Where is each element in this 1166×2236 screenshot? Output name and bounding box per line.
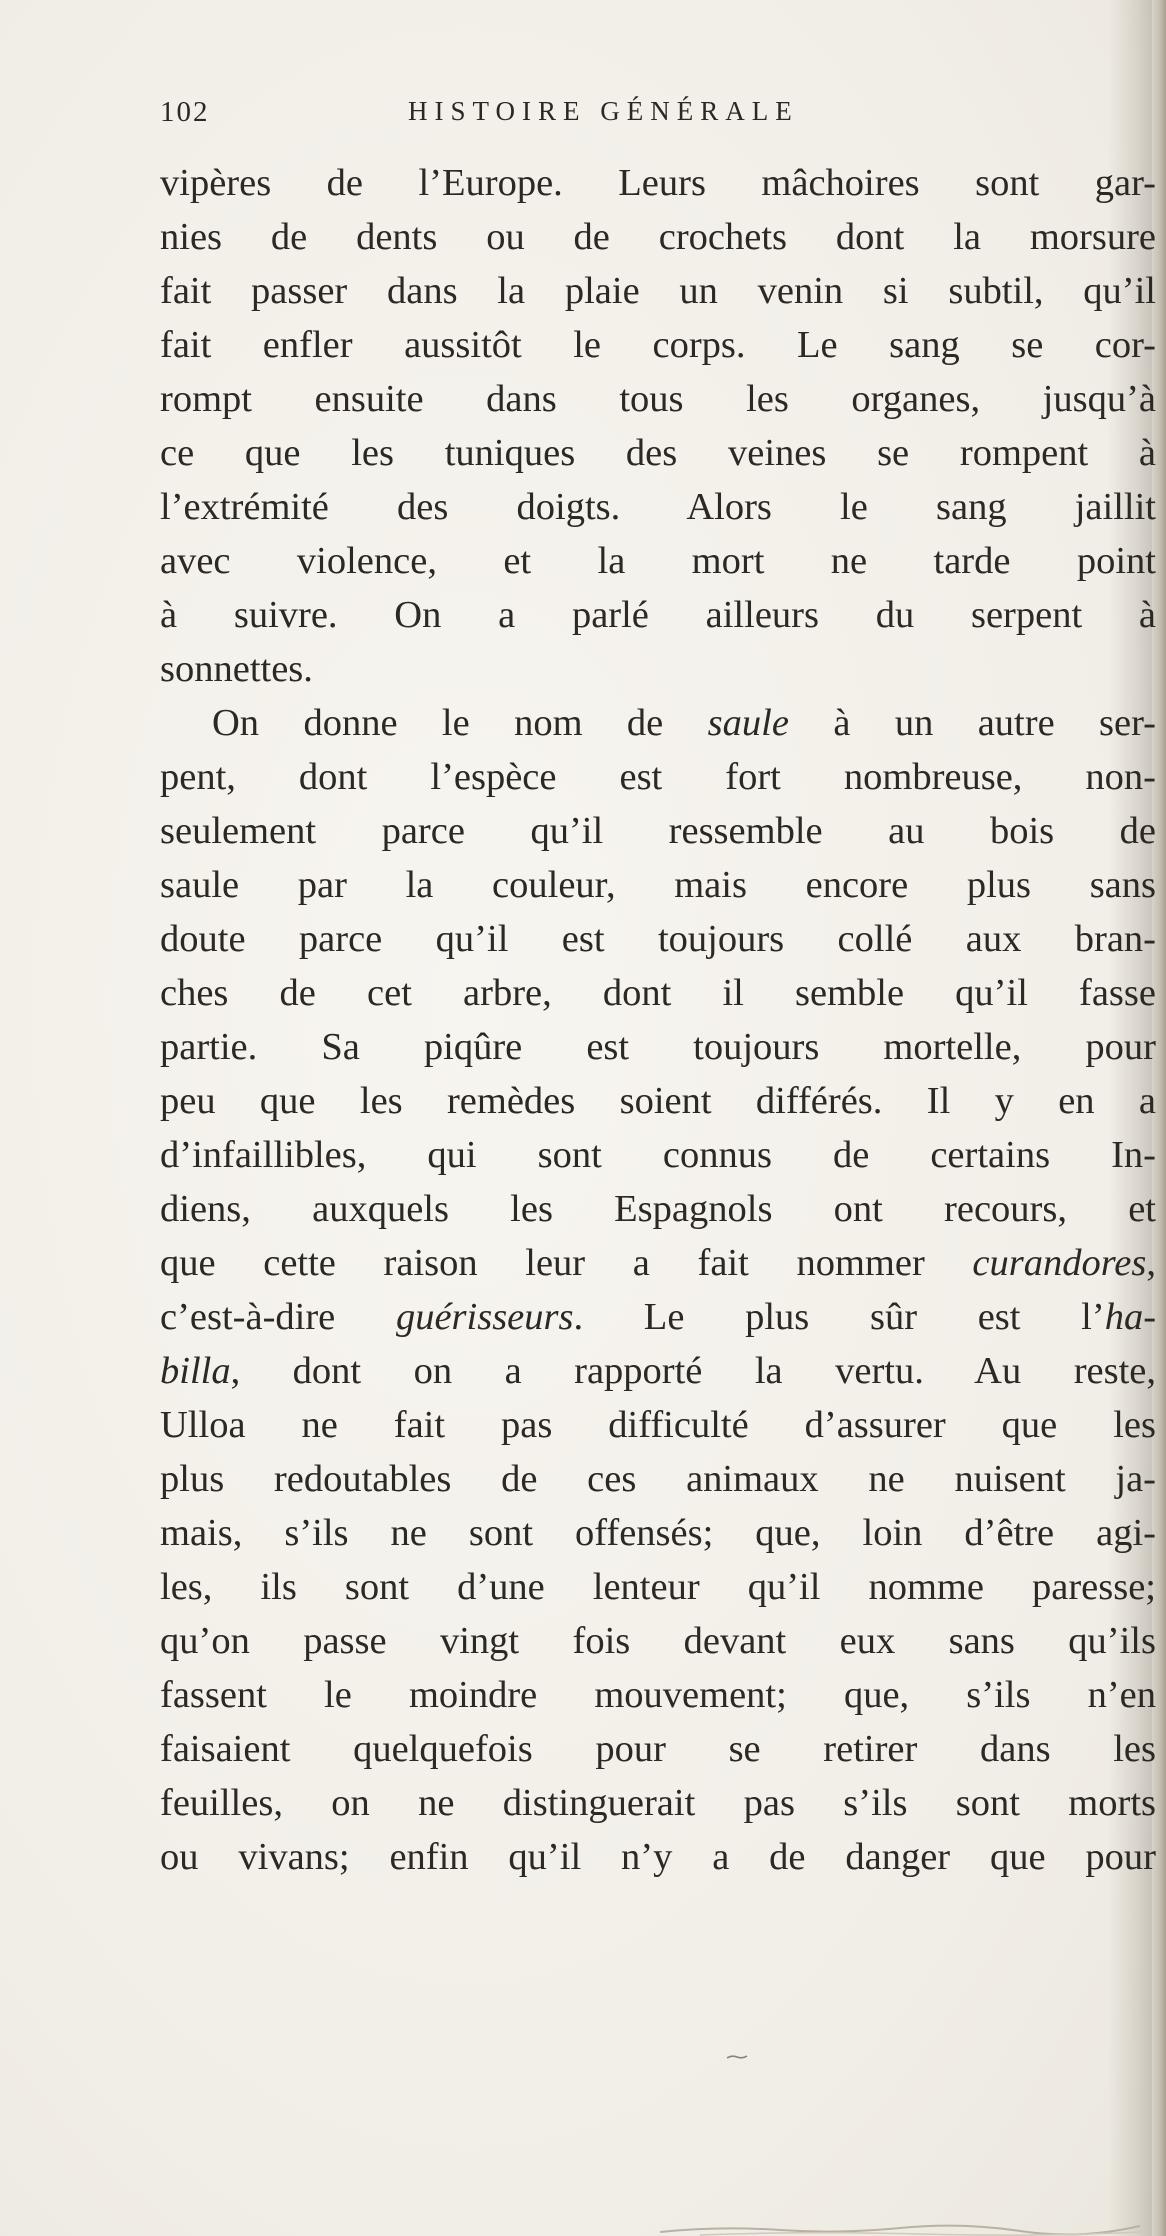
running-head <box>160 96 960 136</box>
text-line: diens, auxquels les Espagnols ont recours, et <box>160 1188 1156 1230</box>
text-line: pent, dont l’espèce est fort nombreuse, non- <box>160 756 1156 798</box>
text-line: partie. Sa piqûre est toujours mortelle, pour <box>160 1026 1156 1068</box>
italic-term: saule <box>707 702 789 744</box>
text-line: peu que les remèdes soient différés. Il y en a <box>160 1080 1156 1122</box>
text-line: nies de dents ou de crochets dont la morsure <box>160 216 1156 258</box>
page-number: 102 <box>160 96 210 128</box>
text-line: c’est-à-dire guérisseurs. Le plus sûr est l’ha- <box>160 1296 1157 1338</box>
text-line: ches de cet arbre, dont il semble qu’il fasse <box>160 972 1156 1014</box>
body-text <box>160 156 1156 1884</box>
ink-speck <box>726 2054 748 2060</box>
text-line: ou vivans; enfin qu’il n’y a de danger que pour <box>160 1836 1156 1878</box>
text-line: saule par la couleur, mais encore plus sans <box>160 864 1156 906</box>
italic-term: curandores <box>972 1242 1147 1284</box>
text-line: vipères de l’Europe. Leurs mâchoires sont gar- <box>160 162 1156 204</box>
text-line: seulement parce qu’il ressemble au bois de <box>160 810 1156 852</box>
running-title: HISTOIRE GÉNÉRALE <box>408 96 799 126</box>
text-line: les, ils sont d’une lenteur qu’il nomme paresse; <box>160 1566 1156 1608</box>
text-line: que cette raison leur a fait nommer curandores, <box>160 1242 1156 1284</box>
text-line: l’extrémité des doigts. Alors le sang jaillit <box>160 486 1156 528</box>
text-line: fait passer dans la plaie un venin si subtil, qu’il <box>160 270 1156 312</box>
paragraph-end-line: sonnettes. <box>160 648 313 690</box>
text-line: mais, s’ils ne sont offensés; que, loin d’être agi- <box>160 1512 1156 1554</box>
text-line: Ulloa ne fait pas difficulté d’assurer que les <box>160 1404 1156 1446</box>
text-line: rompt ensuite dans tous les organes, jusqu’à <box>160 378 1156 420</box>
text-line: qu’on passe vingt fois devant eux sans qu’ils <box>160 1620 1156 1662</box>
page-curl-edge <box>660 2222 1140 2236</box>
text-line: d’infaillibles, qui sont connus de certains In- <box>160 1134 1156 1176</box>
paragraph-start-line: On donne le nom de saule à un autre ser- <box>212 702 1156 744</box>
text-line: feuilles, on ne distinguerait pas s’ils sont morts <box>160 1782 1156 1824</box>
text-line: faisaient quelquefois pour se retirer dans les <box>160 1728 1156 1770</box>
text-line: doute parce qu’il est toujours collé aux bran- <box>160 918 1156 960</box>
text-line: avec violence, et la mort ne tarde point <box>160 540 1156 582</box>
text-line: fassent le moindre mouvement; que, s’ils n’en <box>160 1674 1156 1716</box>
italic-term: guérisseurs <box>395 1296 574 1338</box>
text-line: billa, dont on a rapporté la vertu. Au reste, <box>160 1350 1156 1392</box>
text-line: à suivre. On a parlé ailleurs du serpent à <box>160 594 1156 636</box>
text-line: plus redoutables de ces animaux ne nuisent ja- <box>160 1458 1156 1500</box>
italic-term: billa <box>160 1350 231 1392</box>
italic-term: ha- <box>1104 1296 1157 1338</box>
text-line: fait enfler aussitôt le corps. Le sang se cor- <box>160 324 1156 366</box>
text-line: ce que les tuniques des veines se rompent à <box>160 432 1156 474</box>
